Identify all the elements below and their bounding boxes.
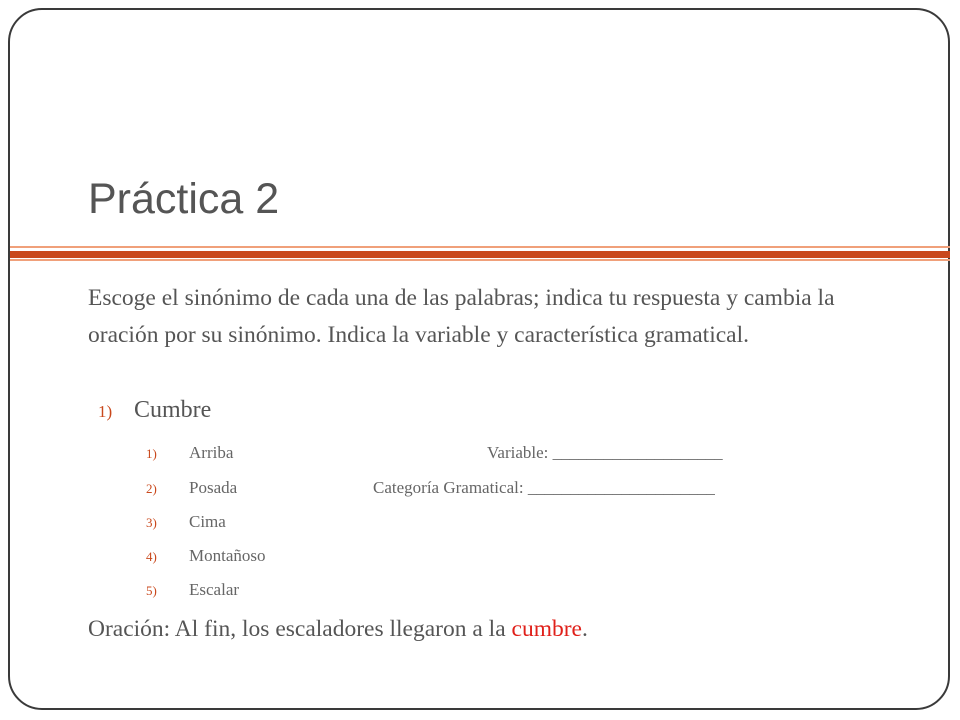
title-divider-bottom [10, 259, 950, 261]
option-number: 3) [146, 515, 157, 530]
option-item [146, 546, 266, 566]
option-label: Montañoso [189, 546, 266, 565]
sentence-highlight: cumbre [511, 616, 582, 642]
categoria-field-label: Categoría Gramatical: ______________________ [373, 478, 715, 497]
option-label: Arriba [189, 443, 234, 462]
option-item [146, 478, 237, 498]
option-item [146, 512, 226, 532]
main-list-item [98, 397, 211, 424]
option-number: 1) [146, 446, 157, 461]
option-label: Escalar [189, 580, 240, 599]
main-item-word: Cumbre [134, 397, 212, 423]
sentence-suffix: . [581, 616, 588, 642]
title-divider [10, 251, 950, 258]
example-sentence [88, 616, 588, 643]
option-number: 2) [146, 481, 157, 496]
title-divider-top [10, 246, 950, 248]
option-number: 5) [146, 583, 157, 598]
sentence-prefix: Oración: Al fin, los escaladores llegaron a la [88, 616, 512, 642]
slide-frame [8, 8, 950, 710]
option-label: Posada [189, 478, 238, 497]
option-label: Cima [189, 512, 226, 531]
variable-field-label: Variable: ____________________ [487, 443, 723, 462]
instructions-text: Escoge el sinónimo de cada una de las palabras; indica tu respuesta y cambia la oración por su sinónimo. Indica la variable y característica gramatical. [88, 285, 835, 348]
main-item-number: 1) [98, 402, 113, 421]
option-number: 4) [146, 549, 157, 564]
option-item [146, 443, 233, 463]
slide-title: Práctica 2 [88, 175, 280, 223]
option-item [146, 580, 239, 600]
